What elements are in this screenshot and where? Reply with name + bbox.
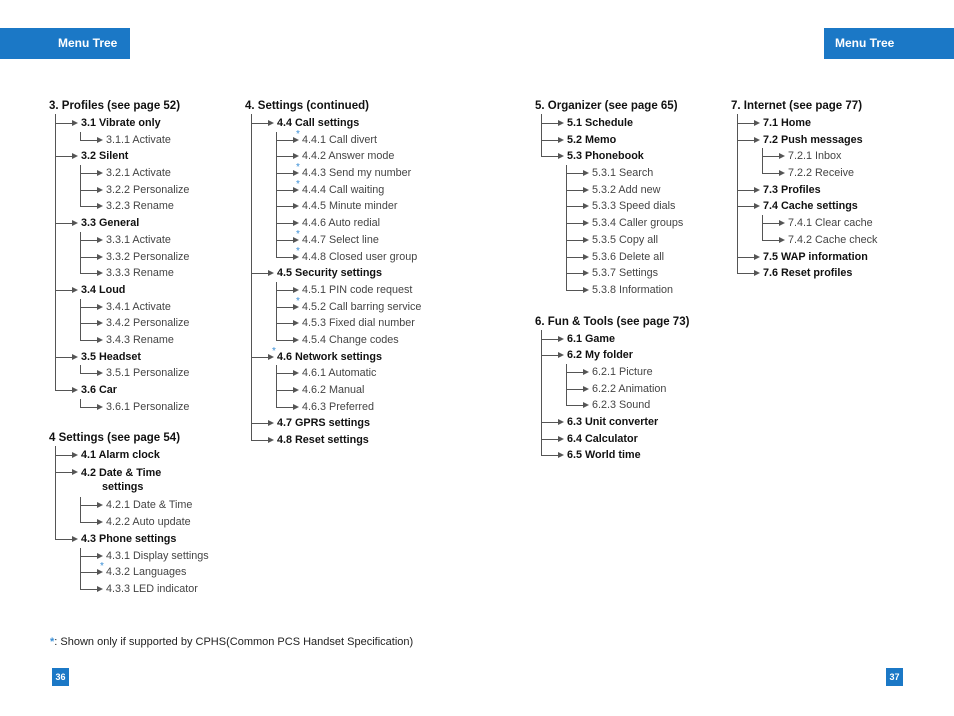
menu-section xyxy=(49,430,209,597)
tree-arrow-icon xyxy=(737,257,755,258)
menu-item-label: 6.5 World time xyxy=(567,449,641,462)
submenu-item xyxy=(49,182,190,199)
submenu-item-label: 3.2.1 Activate xyxy=(106,167,171,180)
submenu xyxy=(245,282,422,349)
tree-arrow-icon xyxy=(80,373,98,374)
tree-arrow-icon xyxy=(566,223,584,224)
tree-arrow-icon xyxy=(251,357,269,358)
menu-item xyxy=(49,148,180,165)
tree-arrow-icon xyxy=(541,422,559,423)
submenu-item xyxy=(245,198,398,215)
menu-item-label: 3.4 Loud xyxy=(81,283,126,296)
tree-connector xyxy=(55,114,56,390)
cphs-star-icon: * xyxy=(296,228,300,240)
submenu-item-label: 4.2.1 Date & Time xyxy=(106,499,193,512)
submenu-item xyxy=(245,228,379,249)
menu-item xyxy=(535,431,689,448)
menu-item xyxy=(535,132,689,149)
cphs-star-icon: * xyxy=(296,128,300,140)
submenu xyxy=(49,497,193,530)
tree-arrow-icon xyxy=(251,423,269,424)
submenu-item xyxy=(49,581,198,598)
menu-tree xyxy=(49,447,209,597)
tree-arrow-icon xyxy=(80,190,98,191)
submenu-item xyxy=(731,148,862,165)
submenu xyxy=(535,364,689,414)
tree-connector xyxy=(737,114,738,273)
submenu xyxy=(49,165,190,215)
tree-arrow-icon xyxy=(80,340,98,341)
cphs-star-icon: * xyxy=(296,178,300,190)
page-number-left: 36 xyxy=(52,668,69,686)
tree-arrow-icon xyxy=(80,556,98,557)
menu-tree-tab-right-label: Menu Tree xyxy=(835,36,895,50)
submenu-item xyxy=(49,514,191,531)
menu-item xyxy=(535,447,689,464)
submenu-item-label: 3.4.2 Personalize xyxy=(106,317,190,330)
menu-item-label: 7.3 Profiles xyxy=(763,183,821,196)
submenu-item-label: 4.4.5 Minute minder xyxy=(302,200,398,213)
submenu-item xyxy=(535,182,689,199)
submenu-item xyxy=(535,397,689,414)
submenu-item-label: 4.5.1 PIN code request xyxy=(302,283,413,296)
tree-arrow-icon xyxy=(566,389,584,390)
submenu-item xyxy=(245,382,369,399)
submenu-item-label: 7.2.2 Receive xyxy=(788,167,855,180)
tree-arrow-icon xyxy=(737,206,755,207)
tree-arrow-icon xyxy=(541,355,559,356)
menu-item-label: 3.6 Car xyxy=(81,384,118,396)
column-2 xyxy=(245,98,422,449)
tree-arrow-icon xyxy=(276,407,294,408)
submenu-item-label: 6.2.2 Animation xyxy=(592,382,667,395)
cphs-star-icon: * xyxy=(296,162,300,174)
cphs-star-icon: * xyxy=(296,295,300,307)
tree-arrow-icon xyxy=(80,522,98,523)
tree-arrow-icon xyxy=(80,140,98,141)
footnote xyxy=(50,636,413,648)
submenu-item-label: 4.5.3 Fixed dial number xyxy=(302,317,415,330)
submenu-item-label: 4.4.4 Call waiting xyxy=(302,183,385,196)
tree-arrow-icon xyxy=(55,357,73,358)
tree-arrow-icon xyxy=(276,323,294,324)
submenu-item xyxy=(535,249,689,266)
tree-arrow-icon xyxy=(566,372,584,373)
tree-arrow-icon xyxy=(541,140,559,141)
tree-arrow-icon xyxy=(276,223,294,224)
tree-arrow-icon xyxy=(80,323,98,324)
submenu-item-label: 5.3.2 Add new xyxy=(592,183,661,196)
submenu-item-label: 3.5.1 Personalize xyxy=(106,367,190,380)
submenu-item xyxy=(245,245,418,266)
menu-item-label: 5.2 Memo xyxy=(567,133,617,146)
submenu-item-label: 5.3.6 Delete all xyxy=(592,250,665,263)
menu-item xyxy=(245,115,369,132)
tree-arrow-icon xyxy=(566,206,584,207)
submenu-item-label: 4.3.1 Display settings xyxy=(106,549,209,562)
submenu-item xyxy=(245,295,422,316)
submenu-item xyxy=(245,178,385,199)
tree-arrow-icon xyxy=(737,190,755,191)
tree-arrow-icon xyxy=(276,156,294,157)
submenu xyxy=(245,128,418,266)
submenu-item-label: 4.4.7 Select line xyxy=(302,233,379,246)
tree-arrow-icon xyxy=(80,307,98,308)
section-title: 4 Settings (see page 54) xyxy=(49,432,181,445)
tree-connector xyxy=(541,330,542,456)
menu-item xyxy=(535,414,689,431)
menu-item-label: 4.4 Call settings xyxy=(277,117,360,129)
submenu-item-label: 7.4.2 Cache check xyxy=(788,233,878,246)
submenu-item xyxy=(245,365,377,382)
submenu-item-label: 4.4.6 Auto redial xyxy=(302,217,381,230)
tree-arrow-icon xyxy=(80,240,98,241)
submenu-item-label: 6.2.1 Picture xyxy=(592,365,653,378)
tree-arrow-icon xyxy=(541,455,559,456)
submenu-item-label: 4.3.2 Languages xyxy=(106,566,187,579)
submenu-item-label: 5.3.5 Copy all xyxy=(592,233,659,246)
menu-item-label: 4.6 Network settings xyxy=(277,350,383,363)
menu-item-label: 5.3 Phonebook xyxy=(567,150,644,163)
submenu xyxy=(245,365,377,415)
submenu-item-label: 3.3.3 Rename xyxy=(106,267,174,280)
footnote-text: : Shown only if supported by CPHS(Common PCS Handset Specification) xyxy=(54,636,414,648)
menu-item xyxy=(731,249,868,266)
tree-arrow-icon xyxy=(276,173,294,174)
submenu-item-label: 4.4.8 Closed user group xyxy=(302,250,418,263)
tree-arrow-icon xyxy=(276,140,294,141)
menu-item xyxy=(731,115,862,132)
tree-arrow-icon xyxy=(541,439,559,440)
submenu-item xyxy=(535,198,689,215)
submenu-item-label: 4.4.2 Answer mode xyxy=(302,150,395,163)
cphs-star-icon: * xyxy=(296,245,300,257)
section-title: 5. Organizer (see page 65) xyxy=(535,100,678,112)
menu-item xyxy=(535,115,689,132)
tree-connector xyxy=(55,446,56,539)
menu-item-label: 7.5 WAP information xyxy=(763,250,868,263)
menu-item-label: 7.2 Push messages xyxy=(763,133,863,146)
menu-item-label: 6.4 Calculator xyxy=(567,432,638,445)
tree-arrow-icon xyxy=(566,173,584,174)
submenu-item-label: 3.3.2 Personalize xyxy=(106,250,190,263)
menu-item-label: 3.1 Vibrate only xyxy=(81,117,161,129)
tree-arrow-icon xyxy=(276,390,294,391)
menu-tree-tab-left xyxy=(0,28,130,59)
menu-item xyxy=(731,132,862,149)
tree-arrow-icon xyxy=(55,156,73,157)
tree-arrow-icon xyxy=(276,307,294,308)
submenu-item-label: 5.3.7 Settings xyxy=(592,267,659,280)
section-title: 7. Internet (see page 77) xyxy=(731,100,863,112)
submenu xyxy=(49,232,190,282)
tree-arrow-icon xyxy=(55,290,73,291)
menu-item-label: 3.3 General xyxy=(81,217,140,230)
submenu-item xyxy=(535,381,689,398)
menu-item-label: 4.7 GPRS settings xyxy=(277,417,371,430)
submenu-item xyxy=(49,332,180,349)
menu-section xyxy=(49,98,190,415)
submenu-item-label: 4.4.3 Send my number xyxy=(302,167,412,180)
submenu xyxy=(49,132,180,149)
menu-tree xyxy=(245,115,422,449)
tree-arrow-icon xyxy=(276,240,294,241)
menu-item xyxy=(245,415,369,432)
submenu-item-label: 4.6.2 Manual xyxy=(302,384,365,396)
cphs-star-icon: * xyxy=(100,561,104,573)
submenu-item-label: 7.4.1 Clear cache xyxy=(788,217,873,230)
submenu xyxy=(535,165,689,299)
tree-arrow-icon xyxy=(80,173,98,174)
submenu-item xyxy=(49,165,180,182)
tree-arrow-icon xyxy=(541,339,559,340)
submenu-item-label: 7.2.1 Inbox xyxy=(788,150,842,163)
submenu-item xyxy=(245,215,381,232)
tree-arrow-icon xyxy=(251,123,269,124)
column-4 xyxy=(731,98,878,282)
submenu-item xyxy=(49,132,180,149)
tree-arrow-icon xyxy=(80,589,98,590)
tree-arrow-icon xyxy=(762,173,780,174)
tree-arrow-icon xyxy=(80,407,98,408)
submenu-item xyxy=(245,332,399,349)
submenu-item xyxy=(535,232,689,249)
tree-arrow-icon xyxy=(55,455,73,456)
tree-arrow-icon xyxy=(566,240,584,241)
menu-section xyxy=(535,314,689,465)
submenu-item-label: 3.4.3 Rename xyxy=(106,333,174,346)
tree-arrow-icon xyxy=(55,472,73,473)
menu-item xyxy=(731,198,862,215)
tree-arrow-icon xyxy=(55,539,73,540)
menu-item xyxy=(535,148,689,165)
tree-arrow-icon xyxy=(276,340,294,341)
submenu-item-label: 5.3.8 Information xyxy=(592,283,674,296)
column-3 xyxy=(535,98,689,464)
menu-item-label: 7.6 Reset profiles xyxy=(763,267,853,280)
menu-section xyxy=(535,98,689,299)
submenu-item-label: 4.6.1 Automatic xyxy=(302,367,377,380)
menu-item xyxy=(49,115,180,132)
tree-arrow-icon xyxy=(55,390,73,391)
submenu-item-label: 5.3.3 Speed dials xyxy=(592,200,676,213)
tree-arrow-icon xyxy=(55,123,73,124)
submenu-item xyxy=(49,399,190,416)
submenu xyxy=(49,399,190,416)
menu-item-label: 4.5 Security settings xyxy=(277,267,383,280)
menu-item-label: 6.1 Game xyxy=(567,332,616,345)
menu-item-label: 4.3 Phone settings xyxy=(81,532,177,545)
menu-item-label: 3.5 Headset xyxy=(81,350,142,363)
tree-arrow-icon xyxy=(276,190,294,191)
submenu-item xyxy=(49,265,180,282)
submenu-item xyxy=(49,561,187,581)
page-number-right: 37 xyxy=(886,668,903,686)
submenu-item xyxy=(49,548,209,565)
tree-arrow-icon xyxy=(541,123,559,124)
submenu-item xyxy=(245,399,375,416)
tree-arrow-icon xyxy=(55,223,73,224)
submenu xyxy=(731,215,878,248)
cphs-star-icon: * xyxy=(272,345,276,357)
menu-item-label: 6.3 Unit converter xyxy=(567,416,659,428)
tree-arrow-icon xyxy=(276,373,294,374)
submenu xyxy=(49,548,209,598)
tree-arrow-icon xyxy=(276,290,294,291)
tree-connector xyxy=(251,114,252,440)
submenu-item-label: 5.3.1 Search xyxy=(592,167,654,180)
submenu-item xyxy=(49,232,180,249)
submenu-item-label: 6.2.3 Sound xyxy=(592,399,651,412)
menu-tree xyxy=(535,115,689,299)
tree-arrow-icon xyxy=(762,156,780,157)
menu-item-label: 7.4 Cache settings xyxy=(763,200,858,213)
menu-item xyxy=(245,432,369,449)
submenu-item-label: 3.2.2 Personalize xyxy=(106,183,190,196)
submenu-item xyxy=(731,232,878,249)
submenu-item-label: 3.6.1 Personalize xyxy=(106,400,190,413)
menu-item xyxy=(49,464,180,497)
menu-item-label: 4.8 Reset settings xyxy=(277,434,369,447)
menu-item-label: 7.1 Home xyxy=(763,117,812,129)
tree-arrow-icon xyxy=(566,273,584,274)
menu-section xyxy=(245,98,422,449)
submenu-item xyxy=(245,162,412,182)
menu-item xyxy=(535,347,689,364)
menu-item xyxy=(49,531,180,548)
submenu xyxy=(49,365,190,382)
tree-arrow-icon xyxy=(80,505,98,506)
tree-arrow-icon xyxy=(251,440,269,441)
column-1 xyxy=(49,98,209,598)
tree-arrow-icon xyxy=(251,273,269,274)
tree-arrow-icon xyxy=(566,257,584,258)
tree-arrow-icon xyxy=(737,273,755,274)
menu-tree-tab-left-label: Menu Tree xyxy=(58,36,118,50)
submenu-item xyxy=(731,215,873,232)
menu-item-label: 6.2 My folder xyxy=(567,349,633,362)
submenu-item xyxy=(49,249,190,266)
submenu-item-label: 4.5.4 Change codes xyxy=(302,333,399,346)
menu-item xyxy=(49,215,180,232)
submenu-item-label: 3.3.1 Activate xyxy=(106,233,171,246)
submenu-item xyxy=(245,148,395,165)
tree-arrow-icon xyxy=(80,273,98,274)
menu-tree xyxy=(731,115,878,282)
tree-arrow-icon xyxy=(276,206,294,207)
submenu-item-label: 3.4.1 Activate xyxy=(106,300,171,313)
submenu-item xyxy=(49,198,180,215)
submenu-item xyxy=(49,315,190,332)
submenu-item xyxy=(49,299,180,316)
submenu-item xyxy=(245,282,413,299)
menu-item xyxy=(49,447,180,464)
tree-arrow-icon xyxy=(566,290,584,291)
menu-item xyxy=(731,265,862,282)
tree-arrow-icon xyxy=(737,140,755,141)
submenu-item xyxy=(731,165,862,182)
section-title: 4. Settings (continued) xyxy=(245,100,369,112)
tree-arrow-icon xyxy=(737,123,755,124)
submenu-item-label: 4.3.3 LED indicator xyxy=(106,582,198,595)
menu-section xyxy=(731,98,878,282)
submenu-item-label: 3.1.1 Activate xyxy=(106,133,171,146)
submenu xyxy=(49,299,190,349)
menu-tree xyxy=(49,115,190,415)
submenu-item xyxy=(535,364,689,381)
menu-item xyxy=(535,331,689,348)
submenu-item xyxy=(535,265,689,282)
menu-item xyxy=(49,382,180,399)
menu-item-label: 4.1 Alarm clock xyxy=(81,449,160,462)
section-title: 6. Fun & Tools (see page 73) xyxy=(535,315,690,328)
menu-item-label: 4.2 Date & Time settings xyxy=(81,467,162,494)
menu-item-label: 3.2 Silent xyxy=(81,150,129,163)
tree-arrow-icon xyxy=(80,572,98,573)
submenu-item xyxy=(245,315,415,332)
menu-item xyxy=(49,282,180,299)
submenu-item xyxy=(245,128,378,149)
menu-item-label: 5.1 Schedule xyxy=(567,117,634,129)
tree-arrow-icon xyxy=(80,206,98,207)
submenu-item-label: 4.6.3 Preferred xyxy=(302,400,375,413)
tree-arrow-icon xyxy=(566,405,584,406)
tree-arrow-icon xyxy=(276,257,294,258)
tree-arrow-icon xyxy=(566,190,584,191)
submenu-item xyxy=(535,165,689,182)
tree-arrow-icon xyxy=(80,257,98,258)
submenu-item-label: 4.4.1 Call divert xyxy=(302,133,378,146)
submenu-item xyxy=(535,215,689,232)
menu-item xyxy=(245,265,383,282)
submenu-item-label: 4.5.2 Call barring service xyxy=(302,300,422,313)
menu-item xyxy=(245,345,383,366)
tree-arrow-icon xyxy=(762,240,780,241)
menu-tree-tab-right xyxy=(824,28,954,59)
submenu-item xyxy=(49,497,193,514)
submenu-item-label: 4.2.2 Auto update xyxy=(106,516,191,529)
submenu-item xyxy=(49,365,190,382)
section-title: 3. Profiles (see page 52) xyxy=(49,100,181,112)
menu-item xyxy=(49,349,180,366)
submenu-item-label: 3.2.3 Rename xyxy=(106,200,174,213)
footnote-star-icon: * xyxy=(50,636,55,648)
submenu-item xyxy=(535,282,689,299)
submenu xyxy=(731,148,862,181)
tree-arrow-icon xyxy=(541,156,559,157)
tree-connector xyxy=(541,114,542,156)
menu-item xyxy=(731,182,862,199)
submenu-item-label: 5.3.4 Caller groups xyxy=(592,217,684,230)
menu-tree xyxy=(535,331,689,465)
tree-arrow-icon xyxy=(762,223,780,224)
